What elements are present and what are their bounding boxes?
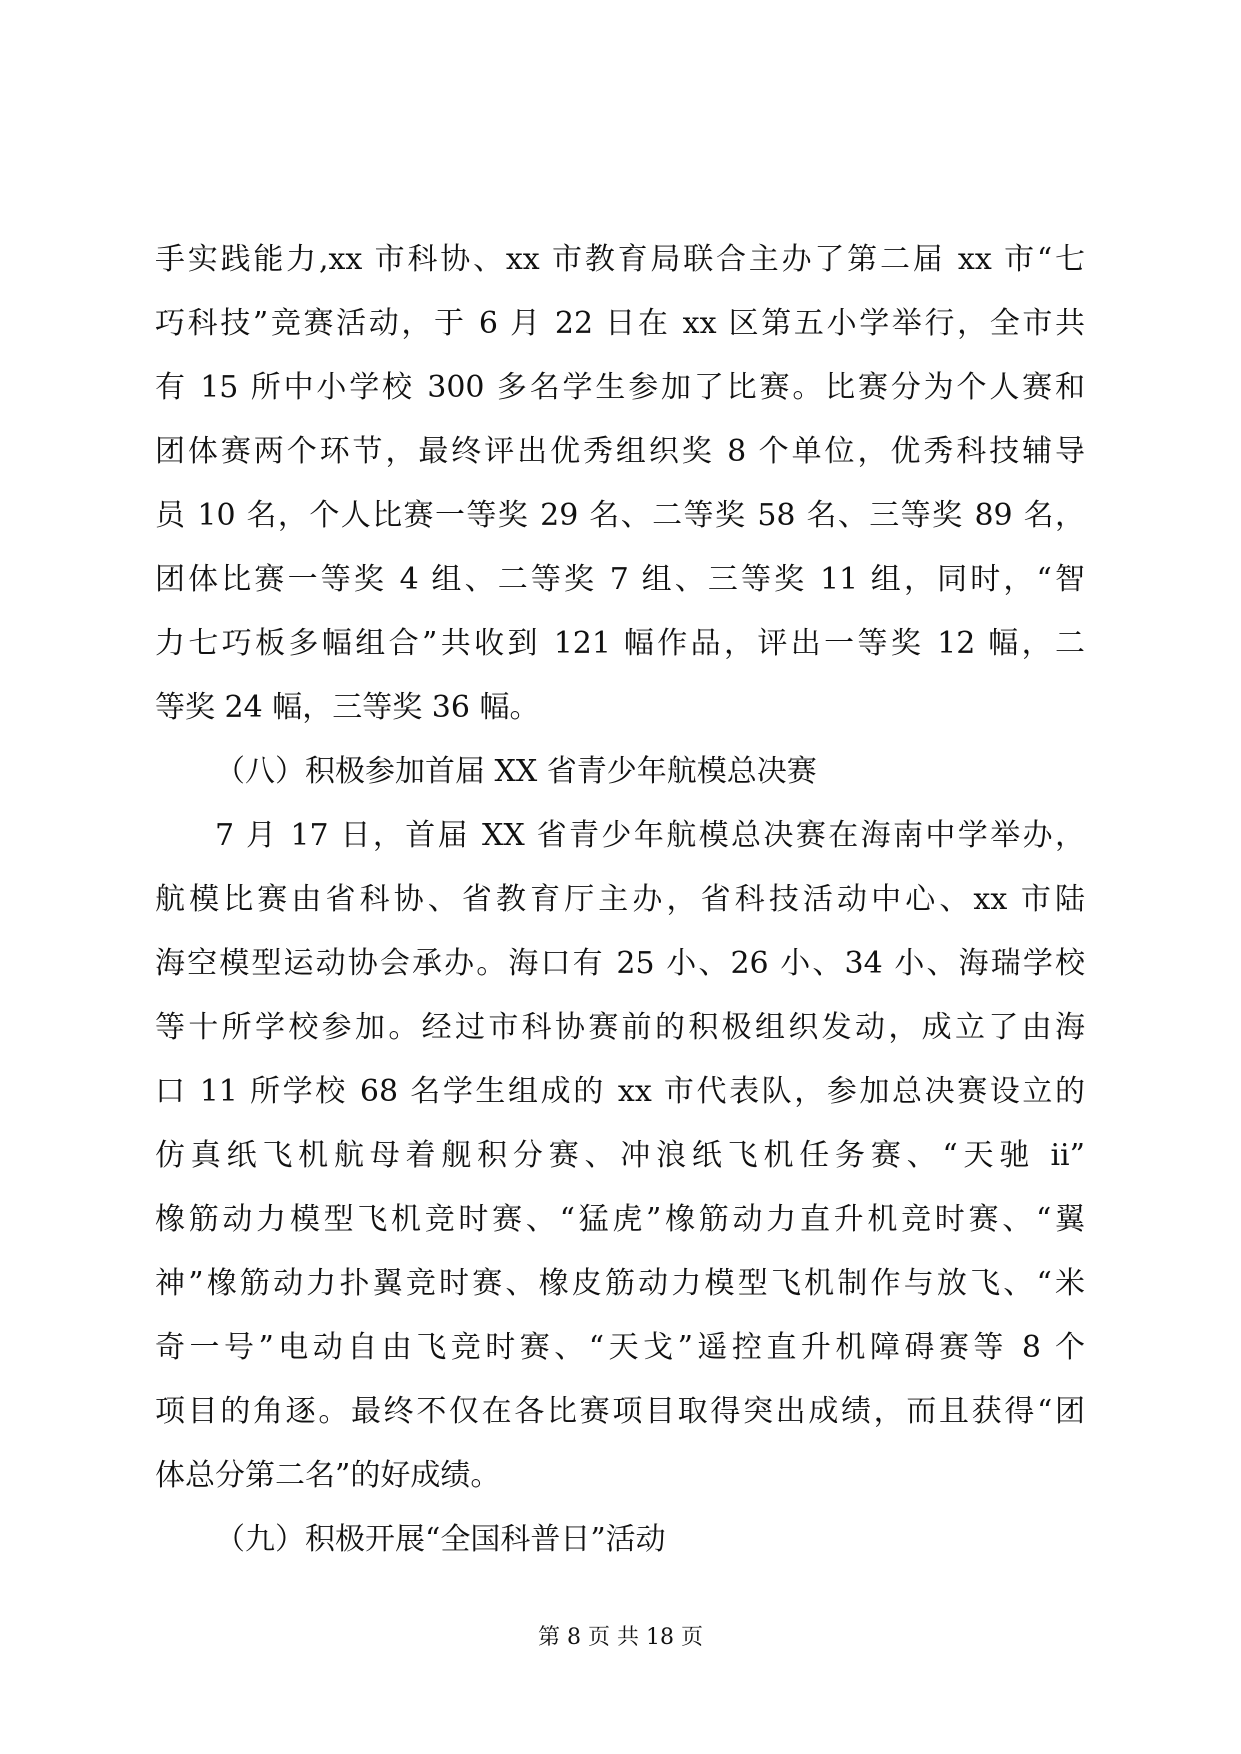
text-line: 力七巧板多幅组合”共收到 121 幅作品，评出一等奖 12 幅，二 bbox=[155, 626, 1085, 661]
text-line: 航模比赛由省科协、省教育厅主办，省科技活动中心、xx 市陆 bbox=[155, 882, 1085, 917]
document-body bbox=[155, 228, 1085, 1572]
page-number-footer: 第 8 页 共 18 页 bbox=[538, 1625, 703, 1650]
text-line: 等奖 24 幅，三等奖 36 幅。 bbox=[155, 690, 540, 725]
text-line: 团体赛两个环节，最终评出优秀组织奖 8 个单位，优秀科技辅导 bbox=[155, 434, 1085, 469]
text-line: 体总分第二名”的好成绩。 bbox=[155, 1458, 501, 1493]
text-line: 仿真纸飞机航母着舰积分赛、冲浪纸飞机任务赛、“天驰 ii” bbox=[155, 1138, 1085, 1173]
text-line: 手实践能力,xx 市科协、xx 市教育局联合主办了第二届 xx 市“七 bbox=[155, 242, 1085, 277]
paragraph-aeromodel-final bbox=[155, 804, 1085, 1508]
text-line: 海空模型运动协会承办。海口有 25 小、26 小、34 小、海瑞学校 bbox=[155, 946, 1085, 981]
text-line: 有 15 所中小学校 300 多名学生参加了比赛。比赛分为个人赛和 bbox=[155, 370, 1085, 405]
text-line: 口 11 所学校 68 名学生组成的 xx 市代表队，参加总决赛设立的 bbox=[155, 1074, 1085, 1109]
text-line: 橡筋动力模型飞机竞时赛、“猛虎”橡筋动力直升机竞时赛、“翼 bbox=[155, 1202, 1085, 1237]
text-line: 巧科技”竞赛活动，于 6 月 22 日在 xx 区第五小学举行，全市共 bbox=[155, 306, 1085, 341]
section-heading-8: （八）积极参加首届 XX 省青少年航模总决赛 bbox=[215, 754, 817, 789]
text-line: 奇一号”电动自由飞竞时赛、“天戈”遥控直升机障碍赛等 8 个 bbox=[155, 1330, 1085, 1365]
text-line: 项目的角逐。最终不仅在各比赛项目取得突出成绩，而且获得“团 bbox=[155, 1394, 1085, 1429]
text-line: 7 月 17 日，首届 XX 省青少年航模总决赛在海南中学举办， bbox=[215, 818, 1085, 853]
text-line: 神”橡筋动力扑翼竞时赛、橡皮筋动力模型飞机制作与放飞、“米 bbox=[155, 1266, 1085, 1301]
text-line: 团体比赛一等奖 4 组、二等奖 7 组、三等奖 11 组，同时，“智 bbox=[155, 562, 1085, 597]
paragraph-competition-results bbox=[155, 228, 1085, 740]
text-line: 等十所学校参加。经过市科协赛前的积极组织发动，成立了由海 bbox=[155, 1010, 1085, 1045]
section-heading-9: （九）积极开展“全国科普日”活动 bbox=[215, 1522, 666, 1557]
text-line: 员 10 名，个人比赛一等奖 29 名、二等奖 58 名、三等奖 89 名， bbox=[155, 498, 1085, 533]
